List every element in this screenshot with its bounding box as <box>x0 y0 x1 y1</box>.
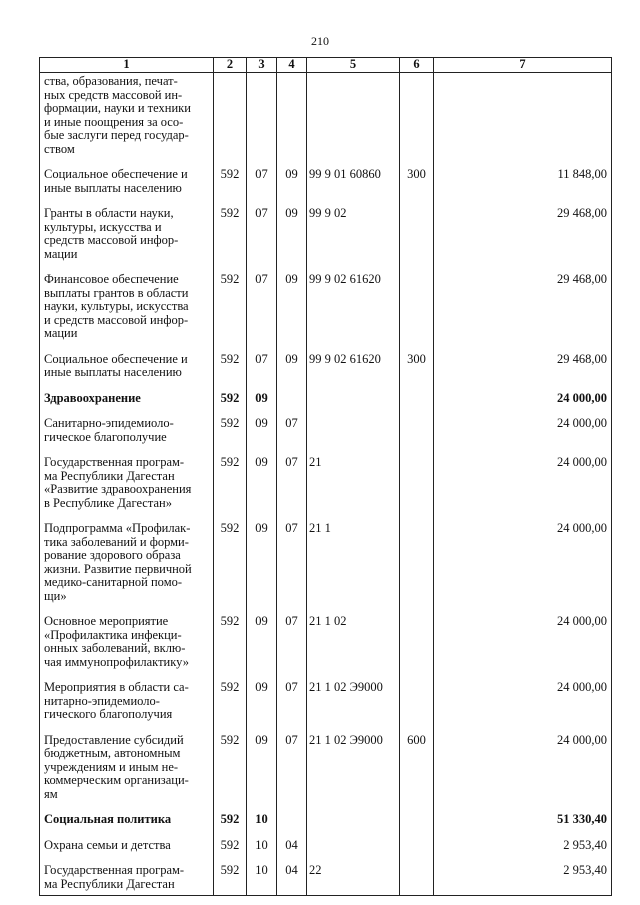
row-col-5: 21 1 02 Э9000 <box>307 673 400 726</box>
row-amount: 24 000,00 <box>434 673 612 726</box>
table-row <box>40 514 612 607</box>
row-name: Гранты в области науки, культуры, искусства и средств массовой инфор- мации <box>40 199 214 265</box>
row-amount: 24 000,00 <box>434 448 612 514</box>
row-name: Охрана семьи и детства <box>40 831 214 857</box>
table-row <box>40 409 612 448</box>
row-col-2: 592 <box>214 856 247 896</box>
row-col-6 <box>400 73 434 161</box>
table-row <box>40 199 612 265</box>
table-row <box>40 805 612 831</box>
row-col-4: 09 <box>277 265 307 345</box>
row-name: Социальное обеспечение и иные выплаты населению <box>40 345 214 384</box>
header-col-7: 7 <box>434 58 612 73</box>
row-col-5 <box>307 831 400 857</box>
row-amount: 11 848,00 <box>434 160 612 199</box>
row-col-6 <box>400 805 434 831</box>
row-col-3: 09 <box>247 514 277 607</box>
row-amount: 2 953,40 <box>434 831 612 857</box>
row-name: ства, образования, печат- ных средств массовой ин- формации, науки и техники и иные поощрения за осо- бые заслуги перед государ- ством <box>40 73 214 161</box>
table-row <box>40 831 612 857</box>
row-col-4: 07 <box>277 607 307 673</box>
row-col-5: 21 1 02 Э9000 <box>307 726 400 806</box>
row-col-2: 592 <box>214 514 247 607</box>
row-col-4: 07 <box>277 514 307 607</box>
header-col-1: 1 <box>40 58 214 73</box>
row-col-6 <box>400 448 434 514</box>
budget-table <box>39 57 612 896</box>
row-name: Государственная програм- ма Республики Дагестан «Развитие здравоохранения в Республике Дагестан» <box>40 448 214 514</box>
row-col-6 <box>400 607 434 673</box>
row-col-4: 09 <box>277 345 307 384</box>
row-col-2 <box>214 73 247 161</box>
table-row <box>40 673 612 726</box>
table-header-row <box>40 58 612 73</box>
row-col-6 <box>400 199 434 265</box>
row-col-5 <box>307 384 400 410</box>
row-amount: 29 468,00 <box>434 345 612 384</box>
row-col-2: 592 <box>214 607 247 673</box>
row-name: Основное мероприятие «Профилактика инфекци- онных заболеваний, вклю- чая иммунопрофилактику» <box>40 607 214 673</box>
row-col-5 <box>307 409 400 448</box>
row-col-5: 21 <box>307 448 400 514</box>
row-amount: 24 000,00 <box>434 384 612 410</box>
row-col-3: 10 <box>247 805 277 831</box>
row-col-6 <box>400 856 434 896</box>
row-col-6 <box>400 265 434 345</box>
row-col-2: 592 <box>214 726 247 806</box>
header-col-2: 2 <box>214 58 247 73</box>
page-number: 210 <box>311 34 329 48</box>
row-col-3: 07 <box>247 199 277 265</box>
row-col-2: 592 <box>214 448 247 514</box>
row-col-3: 07 <box>247 265 277 345</box>
row-col-2: 592 <box>214 805 247 831</box>
row-col-3: 10 <box>247 856 277 896</box>
row-col-3: 09 <box>247 673 277 726</box>
row-col-2: 592 <box>214 160 247 199</box>
row-col-5: 99 9 02 61620 <box>307 345 400 384</box>
row-name: Подпрограмма «Профилак- тика заболеваний и форми- рование здорового образа жизни. Развитие первичной медико-санитарной помо- щи» <box>40 514 214 607</box>
row-name: Социальное обеспечение и иные выплаты населению <box>40 160 214 199</box>
row-col-6 <box>400 673 434 726</box>
table-row <box>40 160 612 199</box>
row-name: Здравоохранение <box>40 384 214 410</box>
row-col-4: 07 <box>277 673 307 726</box>
header-col-3: 3 <box>247 58 277 73</box>
row-name: Санитарно-эпидемиоло- гическое благополучие <box>40 409 214 448</box>
row-amount: 29 468,00 <box>434 199 612 265</box>
table-row <box>40 73 612 161</box>
row-name: Государственная програм- ма Республики Дагестан <box>40 856 214 896</box>
row-col-2: 592 <box>214 199 247 265</box>
row-col-4 <box>277 73 307 161</box>
row-amount: 24 000,00 <box>434 607 612 673</box>
row-col-2: 592 <box>214 409 247 448</box>
row-col-6: 600 <box>400 726 434 806</box>
row-col-3: 07 <box>247 345 277 384</box>
header-col-6: 6 <box>400 58 434 73</box>
row-col-5: 99 9 02 <box>307 199 400 265</box>
table-row <box>40 448 612 514</box>
row-col-4: 04 <box>277 856 307 896</box>
row-amount: 29 468,00 <box>434 265 612 345</box>
row-col-4 <box>277 805 307 831</box>
row-col-4: 09 <box>277 160 307 199</box>
row-col-4: 07 <box>277 448 307 514</box>
table-row <box>40 384 612 410</box>
row-col-2: 592 <box>214 265 247 345</box>
row-col-5: 21 1 02 <box>307 607 400 673</box>
table-row <box>40 265 612 345</box>
row-name: Мероприятия в области са- нитарно-эпидемиоло- гического благополучия <box>40 673 214 726</box>
row-amount: 24 000,00 <box>434 726 612 806</box>
row-col-3: 09 <box>247 607 277 673</box>
row-col-5 <box>307 805 400 831</box>
table-row <box>40 607 612 673</box>
row-col-5: 21 1 <box>307 514 400 607</box>
table-row <box>40 345 612 384</box>
row-name: Предоставление субсидий бюджетным, автономным учреждениям и иным не- коммерческим организаци- ям <box>40 726 214 806</box>
row-col-2: 592 <box>214 831 247 857</box>
header-col-4: 4 <box>277 58 307 73</box>
row-col-4: 07 <box>277 409 307 448</box>
row-amount: 2 953,40 <box>434 856 612 896</box>
row-amount: 24 000,00 <box>434 409 612 448</box>
table-body <box>40 73 612 896</box>
row-col-3: 09 <box>247 726 277 806</box>
row-col-5: 22 <box>307 856 400 896</box>
row-col-3: 09 <box>247 384 277 410</box>
row-col-4: 07 <box>277 726 307 806</box>
row-col-2: 592 <box>214 345 247 384</box>
row-col-5: 99 9 01 60860 <box>307 160 400 199</box>
row-col-3: 09 <box>247 448 277 514</box>
row-name: Финансовое обеспечение выплаты грантов в области науки, культуры, искусства и средств массовой инфор- мации <box>40 265 214 345</box>
row-col-3: 07 <box>247 160 277 199</box>
row-amount: 24 000,00 <box>434 514 612 607</box>
row-col-4: 09 <box>277 199 307 265</box>
table-row <box>40 726 612 806</box>
row-col-6 <box>400 384 434 410</box>
table-row <box>40 856 612 896</box>
row-col-6 <box>400 514 434 607</box>
row-col-5: 99 9 02 61620 <box>307 265 400 345</box>
row-name: Социальная политика <box>40 805 214 831</box>
row-col-6: 300 <box>400 160 434 199</box>
header-col-5: 5 <box>307 58 400 73</box>
row-col-2: 592 <box>214 384 247 410</box>
row-col-5 <box>307 73 400 161</box>
row-col-6: 300 <box>400 345 434 384</box>
row-col-6 <box>400 409 434 448</box>
row-col-4: 04 <box>277 831 307 857</box>
row-col-4 <box>277 384 307 410</box>
row-amount: 51 330,40 <box>434 805 612 831</box>
row-col-3 <box>247 73 277 161</box>
row-col-6 <box>400 831 434 857</box>
row-col-3: 09 <box>247 409 277 448</box>
row-col-2: 592 <box>214 673 247 726</box>
row-col-3: 10 <box>247 831 277 857</box>
row-amount <box>434 73 612 161</box>
